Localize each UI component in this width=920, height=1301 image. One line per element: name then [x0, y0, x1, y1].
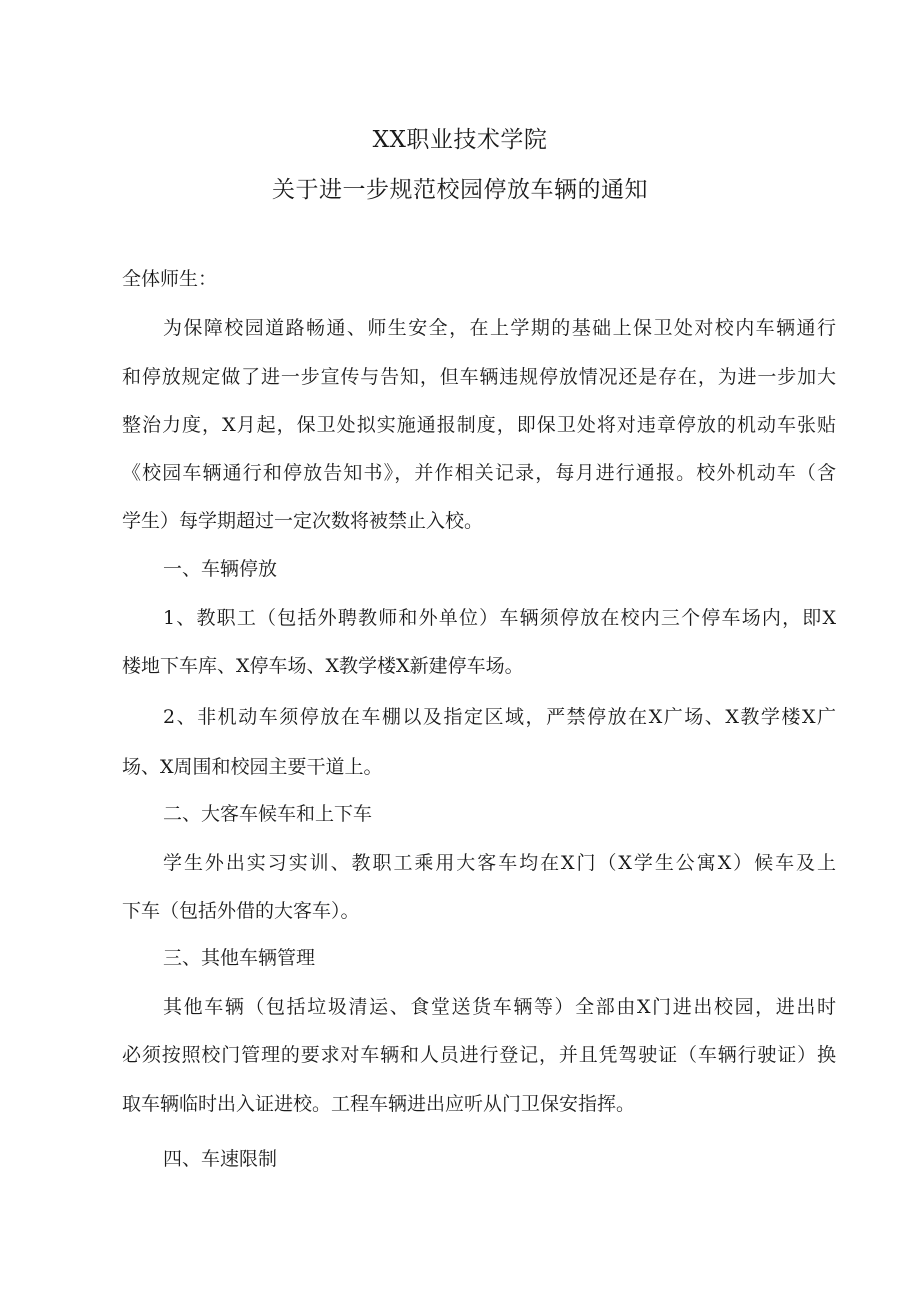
other-vehicles-line-1: 其他车辆（包括垃圾清运、食堂送货车辆等）全部由X门进出校园，进出时 — [163, 996, 836, 1018]
intro-line-4: 《校园车辆通行和停放告知书》，并作相关记录，每月进行通报。校外机动车（含 — [122, 462, 836, 484]
other-vehicles-line-2: 必须按照校门管理的要求对车辆和人员进行登记，并且凭驾驶证（车辆行驶证）换 — [122, 1044, 836, 1066]
section-heading-parking: 一、车辆停放 — [163, 558, 278, 580]
salutation: 全体师生： — [122, 268, 218, 290]
document-title-institution: XX职业技术学院 — [372, 127, 548, 153]
parking-item2-line-2: 场、X周围和校园主要干道上。 — [122, 756, 383, 778]
bus-line-2: 下车（包括外借的大客车）。 — [122, 900, 360, 922]
parking-item2-line-1: 2、非机动车须停放在车棚以及指定区域，严禁停放在X广场、X教学楼X广 — [163, 706, 836, 728]
parking-item1-line-2: 楼地下车库、X停车场、X教学楼X新建停车场。 — [122, 655, 524, 677]
parking-item1-line-1: 1、教职工（包括外聘教师和外单位）车辆须停放在校内三个停车场内，即X — [163, 607, 836, 629]
intro-line-3: 整治力度，X月起，保卫处拟实施通报制度，即保卫处将对违章停放的机动车张贴 — [122, 414, 836, 436]
intro-line-1: 为保障校园道路畅通、师生安全，在上学期的基础上保卫处对校内车辆通行 — [163, 317, 836, 339]
bus-line-1: 学生外出实习实训、教职工乘用大客车均在X门（X学生公寓X）候车及上 — [163, 852, 836, 874]
section-heading-other-vehicles: 三、其他车辆管理 — [163, 947, 316, 969]
section-heading-speed-limit: 四、车速限制 — [163, 1148, 278, 1170]
section-heading-bus: 二、大客车候车和上下车 — [163, 803, 373, 825]
intro-line-5: 学生）每学期超过一定次数将被禁止入校。 — [122, 510, 484, 532]
other-vehicles-line-3: 取车辆临时出入证进校。工程车辆进出应听从门卫保安指挥。 — [122, 1093, 636, 1115]
intro-line-2: 和停放规定做了进一步宣传与告知，但车辆违规停放情况还是存在，为进一步加大 — [122, 366, 836, 388]
document-title-subject: 关于进一步规范校园停放车辆的通知 — [272, 177, 648, 203]
